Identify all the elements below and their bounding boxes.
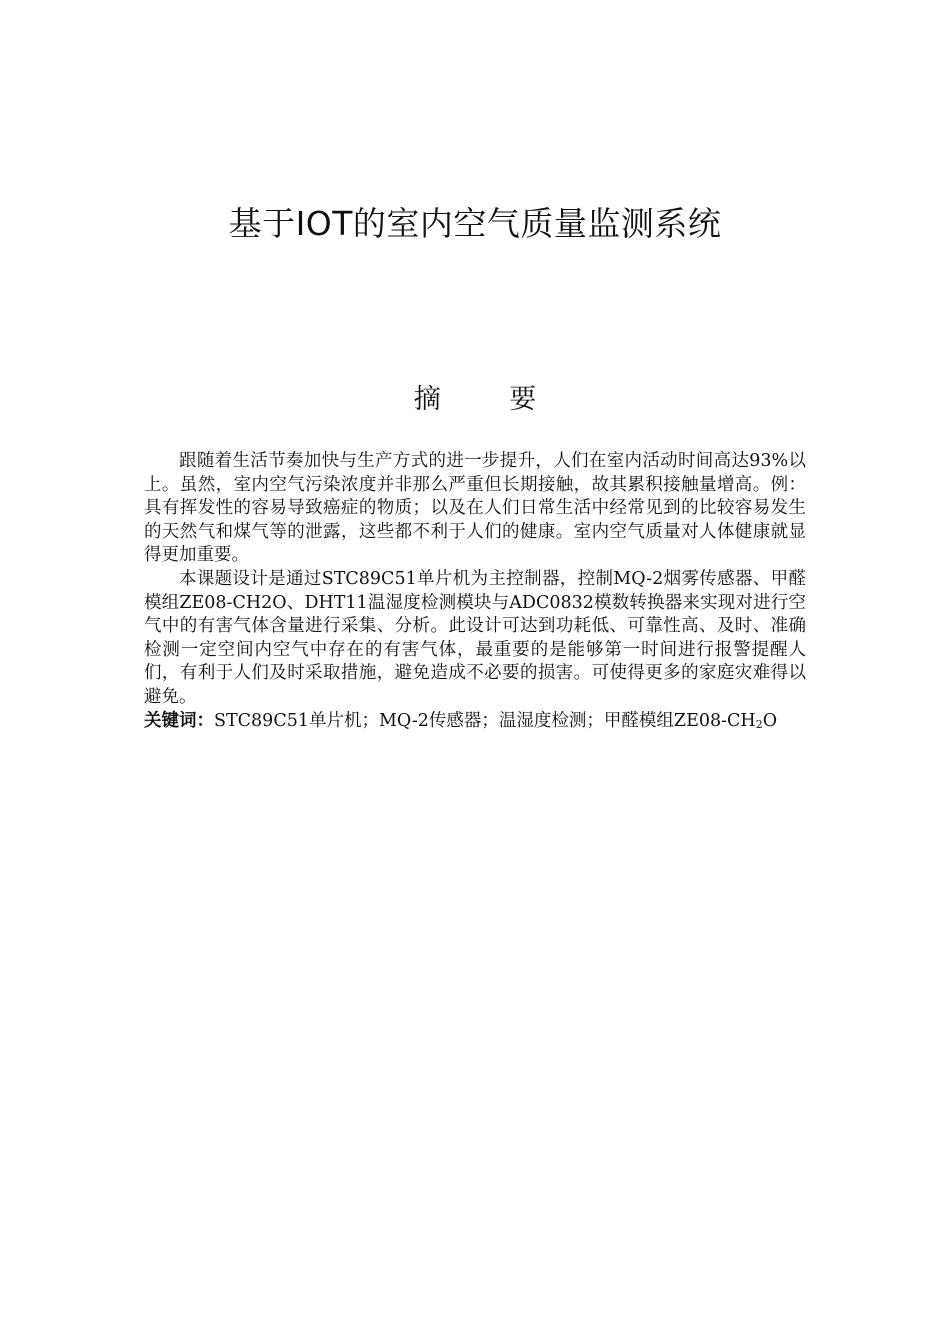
abstract-paragraph-1: 跟随着生活节奏加快与生产方式的进一步提升，人们在室内活动时间高达93%以上。虽然，室内空气污染浓度并非那么严重但长期接触，故其累积接触量增高。例：具有挥发性的容易导致癌症的物质；以及在人们日常生活中经常见到的比较容易发生的天然气和煤气等的泄露，这些都不利于人们的健康。室内空气质量对人体健康就显得更加重要。	[144, 451, 806, 566]
document-title: 基于IOT的室内空气质量监测系统	[228, 204, 722, 243]
abstract-paragraph-2: 本课题设计是通过STC89C51单片机为主控制器，控制MQ-2烟雾传感器、甲醛模组ZE08-CH2O、DHT11温湿度检测模块与ADC0832模数转换器来实现对进行空气中的有害气体含量进行采集、分析。此设计可达到功耗低、可靠性高、及时、准确检测一定空间内空气中存在的有害气体，最重要的是能够第一时间进行报警提醒人们，有利于人们及时采取措施，避免造成不必要的损害。可使得更多的家庭灾难得以避免。	[144, 568, 806, 707]
keywords-label: 关键词：	[144, 710, 214, 731]
keywords-text: STC89C51单片机；MQ-2传感器；温湿度检测；甲醛模组ZE08-CH	[214, 710, 756, 731]
keywords-subscript: 2	[755, 717, 763, 731]
keywords-suffix: O	[762, 710, 778, 731]
abstract-body	[144, 450, 806, 736]
keywords-line	[144, 710, 806, 737]
abstract-heading: 摘 要	[413, 384, 567, 415]
